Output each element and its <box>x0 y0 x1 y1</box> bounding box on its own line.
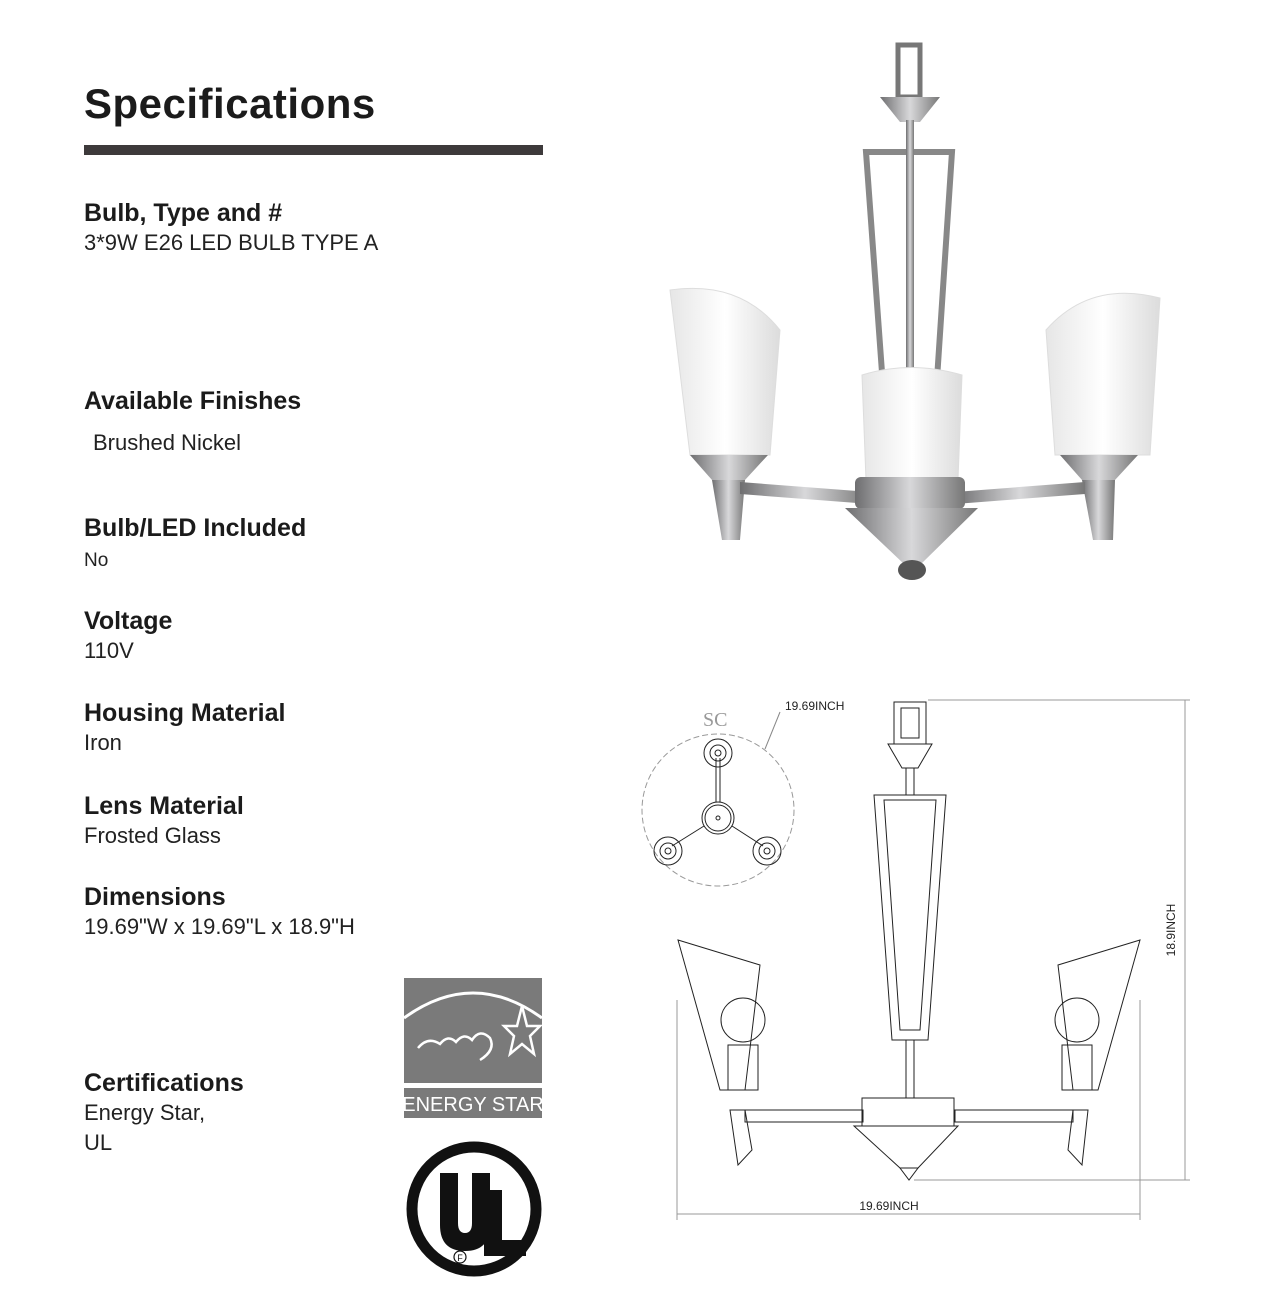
svg-text:SC: SC <box>703 709 728 731</box>
title-rule <box>84 145 543 155</box>
energy-star-logo <box>404 978 542 1118</box>
spec-value: Iron <box>84 730 122 755</box>
spec-lens <box>84 791 244 851</box>
page-title: Specifications <box>84 80 376 127</box>
product-photo <box>660 40 1170 590</box>
spec-value: Energy Star, <box>84 1100 206 1125</box>
spec-value: 19.69"W x 19.69"L x 18.9"H <box>84 914 355 939</box>
spec-value: 110V <box>84 638 134 663</box>
spec-dimensions <box>84 882 355 942</box>
svg-text:19.69INCH: 19.69INCH <box>859 1199 919 1213</box>
ul-icon <box>404 1140 544 1278</box>
technical-drawing <box>630 680 1220 1240</box>
svg-text:ENERGY STAR: ENERGY STAR <box>404 1094 542 1116</box>
spec-value: Brushed Nickel <box>93 430 241 455</box>
spec-value: UL <box>84 1130 113 1155</box>
spec-voltage <box>84 606 172 666</box>
spec-bulb-included <box>84 513 306 576</box>
spec-label: Certifications <box>84 1069 244 1097</box>
line-drawing-icon <box>630 680 1220 1240</box>
spec-label: Available Finishes <box>84 387 302 415</box>
spec-certifications <box>84 1068 244 1158</box>
spec-label: Housing Material <box>84 699 286 727</box>
svg-text:19.69INCH: 19.69INCH <box>785 699 845 713</box>
spec-label: Dimensions <box>84 883 226 911</box>
spec-label: Voltage <box>84 607 173 635</box>
svg-text:18.9INCH: 18.9INCH <box>1164 903 1178 957</box>
spec-value: Frosted Glass <box>84 823 221 848</box>
spec-value: 3*9W E26 LED BULB TYPE A <box>84 230 379 255</box>
spec-finishes <box>84 386 301 458</box>
spec-label: Bulb, Type and # <box>84 199 283 227</box>
svg-text:F: F <box>457 1253 463 1263</box>
spec-label: Lens Material <box>84 792 244 820</box>
spec-label: Bulb/LED Included <box>84 514 307 542</box>
spec-housing <box>84 698 285 758</box>
spec-value: No <box>84 550 109 571</box>
spec-bulb-type <box>84 198 378 258</box>
chandelier-icon <box>660 40 1170 590</box>
ul-logo <box>404 1140 544 1278</box>
energy-star-icon <box>404 978 542 1118</box>
